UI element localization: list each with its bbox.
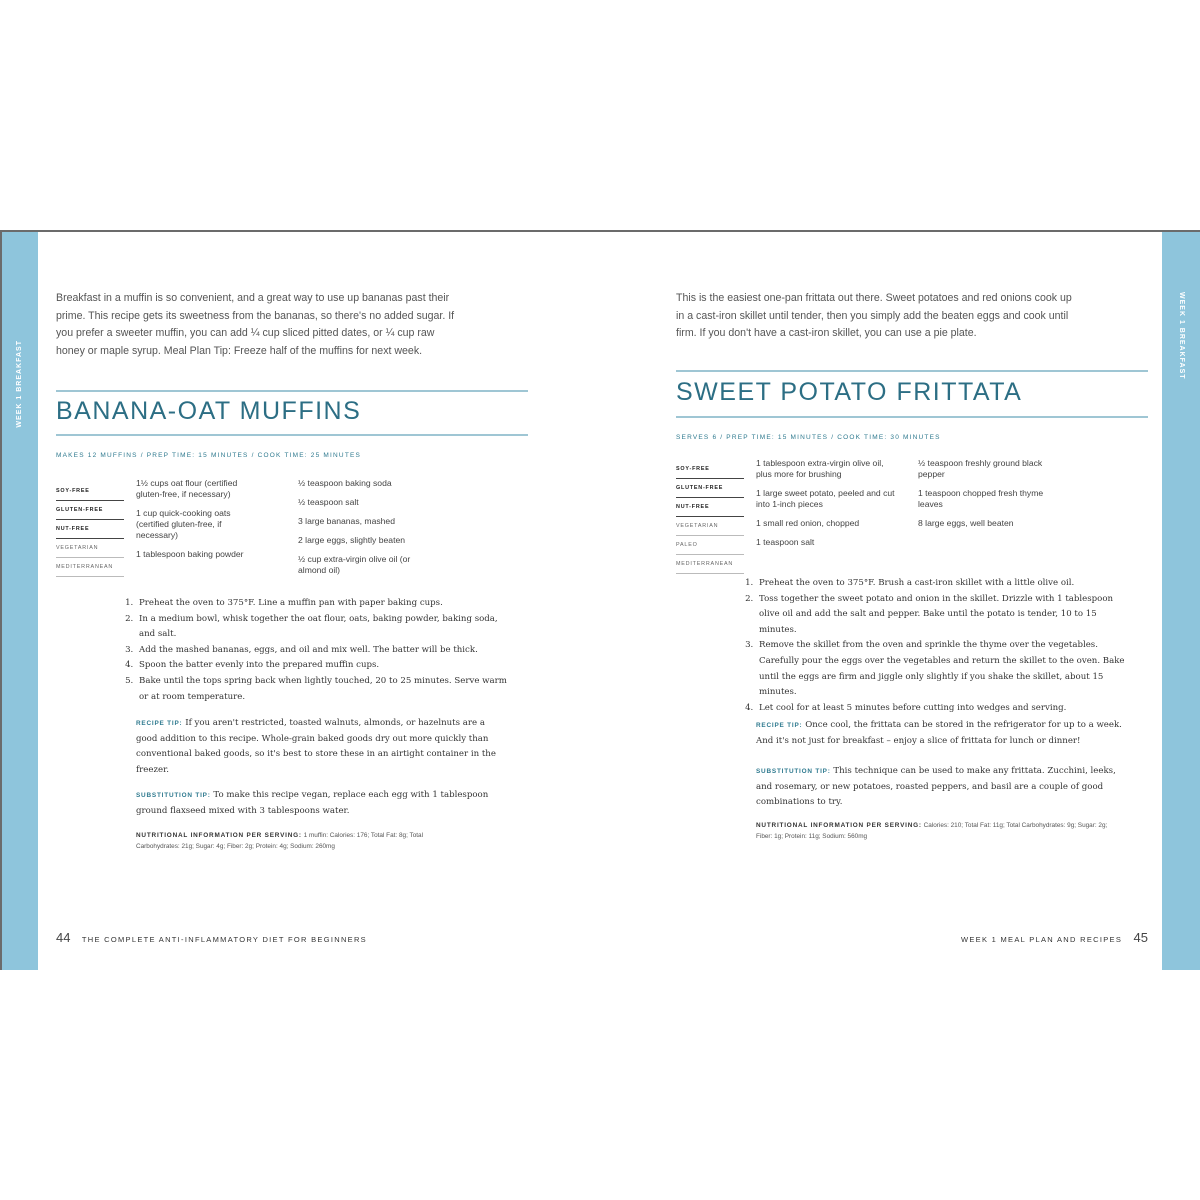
diet-tag: MEDITERRANEAN [676, 555, 744, 574]
ingredient: 1½ cups oat flour (certified gluten-free, if necessary) [136, 478, 238, 499]
instruction-step: 4. Spoon the batter evenly into the prepared muffin cups. [136, 658, 514, 674]
instruction-step: 2. In a medium bowl, whisk together the oat flour, oats, baking powder, baking soda, and salt. [136, 612, 514, 643]
ingredients-column-1 [136, 478, 264, 568]
recipe-tip-label: RECIPE TIP: [756, 722, 803, 729]
chapter-tab-left [0, 232, 38, 970]
diet-tag: GLUTEN-FREE [676, 479, 744, 498]
ingredient: ½ teaspoon baking soda [298, 478, 392, 488]
recipe-tip [756, 718, 1122, 749]
substitution-tip-label: SUBSTITUTION TIP: [756, 768, 831, 775]
nutrition-text: 1 muffin: Calories: 176; Total Fat: 8g; Total Carbohydrates: 21g; Sugar: 4g; Fiber: 2g; Protein: 4g; Sodium: 260mg [136, 832, 423, 850]
title-rule-bottom [676, 416, 1148, 418]
instructions-list [122, 596, 514, 705]
ingredients-column-1 [756, 458, 898, 556]
ingredient: 2 large eggs, slightly beaten [298, 535, 406, 545]
diet-tag: SOY-FREE [676, 460, 744, 479]
recipe-tip-text: If you aren't restricted, toasted walnuts, almonds, or hazelnuts are a good addition to this recipe. Whole-grain baked goods dry out more quickly than conventional baked goods, so it's best to store these in an airtight container in the freezer. [136, 718, 496, 775]
diet-tag: NUT-FREE [56, 520, 124, 539]
diet-tag: VEGETARIAN [676, 517, 744, 536]
ingredient: ½ teaspoon salt [298, 497, 359, 507]
recipe-intro: This is the easiest one-pan frittata out there. Sweet potatoes and red onions cook up in a cast-iron skillet until tender, then you simply add the beaten eggs and cook until firm. If you don't have a cast-iron skillet, you can use a pie plate. [676, 292, 1072, 340]
diet-tag: VEGETARIAN [56, 539, 124, 558]
instruction-step: 1. Preheat the oven to 375°F. Line a muffin pan with paper baking cups. [136, 596, 514, 612]
book-spread [0, 230, 1200, 970]
chapter-tab-label: WEEK 1 BREAKFAST [16, 340, 23, 428]
instruction-step: 1. Preheat the oven to 375°F. Brush a cast-iron skillet with a little olive oil. [756, 576, 1136, 592]
diet-tag: MEDITERRANEAN [56, 558, 124, 577]
page-number: 44 [56, 930, 71, 945]
nutrition-label: NUTRITIONAL INFORMATION PER SERVING: [756, 822, 922, 829]
footer-left [56, 930, 367, 945]
recipe-title: BANANA-OAT MUFFINS [56, 397, 362, 425]
ingredient: 3 large bananas, mashed [298, 516, 395, 526]
ingredient: 1 teaspoon chopped fresh thyme leaves [918, 488, 1044, 509]
substitution-tip-text: To make this recipe vegan, replace each egg with 1 tablespoon ground flaxseed mixed with 3 tablespoons water. [136, 790, 489, 816]
instruction-step: 3. Remove the skillet from the oven and sprinkle the thyme over the vegetables. Carefully pour the eggs over the vegetables and return the skillet to the oven. Bake until the eggs are firm and jiggle only slightly if you shake the skillet, about 15 minutes. [756, 638, 1136, 700]
recipe-title: SWEET POTATO FRITTATA [676, 378, 1023, 406]
substitution-tip-text: This technique can be used to make any frittata. Zucchini, leeks, and rosemary, or new potatoes, roasted peppers, and basil are a couple of good combinations to try. [756, 766, 1116, 808]
substitution-tip [136, 788, 498, 819]
recipe-tip-text: Once cool, the frittata can be stored in the refrigerator for up to a week. And it's not just for breakfast – enjoy a slice of frittata for lunch or dinner! [756, 720, 1122, 746]
ingredient: 1 cup quick-cooking oats (certified gluten-free, if necessary) [136, 508, 231, 540]
substitution-tip-label: SUBSTITUTION TIP: [136, 792, 211, 799]
title-rule-top [56, 390, 528, 392]
diet-tags [56, 482, 124, 577]
ingredient: ½ cup extra-virgin olive oil (or almond oil) [298, 554, 411, 575]
diet-tag: SOY-FREE [56, 482, 124, 501]
footer-right [961, 930, 1148, 945]
ingredient: 1 tablespoon extra-virgin olive oil, plus more for brushing [756, 458, 884, 479]
chapter-tab-label: WEEK 1 BREAKFAST [1178, 292, 1185, 380]
chapter-tab-right [1162, 232, 1200, 970]
ingredient: ½ teaspoon freshly ground black pepper [918, 458, 1043, 479]
recipe-meta: MAKES 12 MUFFINS / PREP TIME: 15 MINUTES / COOK TIME: 25 MINUTES [56, 452, 362, 459]
ingredient: 8 large eggs, well beaten [918, 518, 1014, 528]
diet-tag: NUT-FREE [676, 498, 744, 517]
recipe-meta: SERVES 6 / PREP TIME: 15 MINUTES / COOK TIME: 30 MINUTES [676, 434, 941, 441]
title-rule-top [676, 370, 1148, 372]
diet-tag: GLUTEN-FREE [56, 501, 124, 520]
instruction-step: 2. Toss together the sweet potato and onion in the skillet. Drizzle with 1 tablespoon olive oil and add the salt and pepper. Bake until the potato is tender, 10 to 15 minutes. [756, 592, 1136, 639]
ingredients-column-2 [918, 458, 1048, 537]
page-number: 45 [1133, 930, 1148, 945]
ingredient: 1 tablespoon baking powder [136, 549, 244, 559]
footer-title: THE COMPLETE ANTI-INFLAMMATORY DIET FOR BEGINNERS [81, 935, 367, 944]
instructions-list [742, 576, 1136, 716]
recipe-tip-label: RECIPE TIP: [136, 720, 183, 727]
diet-tags [676, 460, 744, 574]
footer-title: WEEK 1 MEAL PLAN AND RECIPES [960, 935, 1123, 944]
nutrition-info [756, 820, 1122, 842]
ingredients-column-2 [298, 478, 428, 584]
recipe-intro: Breakfast in a muffin is so convenient, and a great way to use up bananas past their prime. This recipe gets its sweetness from the bananas, so there's no added sugar. If you prefer a sweeter muffin, you can add ¼ cup sliced pitted dates, or ¼ cup raw honey or maple syrup. Meal Plan Tip: Freeze half of the muffins for next week. [56, 292, 455, 357]
ingredient: 1 teaspoon salt [756, 537, 815, 547]
nutrition-info [136, 830, 466, 852]
instruction-step: 3. Add the mashed bananas, eggs, and oil and mix well. The batter will be thick. [136, 643, 514, 659]
recipe-tip [136, 716, 498, 778]
instruction-step: 5. Bake until the tops spring back when lightly touched, 20 to 25 minutes. Serve warm or at room temperature. [136, 674, 514, 705]
nutrition-text: Calories: 210; Total Fat: 11g; Total Carbohydrates: 9g; Sugar: 2g; Fiber: 1g; Protein: 11g; Sodium: 560mg [756, 822, 1108, 840]
nutrition-label: NUTRITIONAL INFORMATION PER SERVING: [136, 832, 302, 839]
substitution-tip [756, 764, 1122, 811]
ingredient: 1 large sweet potato, peeled and cut into 1-inch pieces [756, 488, 895, 509]
instruction-step: 4. Let cool for at least 5 minutes before cutting into wedges and serving. [756, 701, 1136, 717]
diet-tag: PALEO [676, 536, 744, 555]
ingredient: 1 small red onion, chopped [756, 518, 860, 528]
title-rule-bottom [56, 434, 528, 436]
